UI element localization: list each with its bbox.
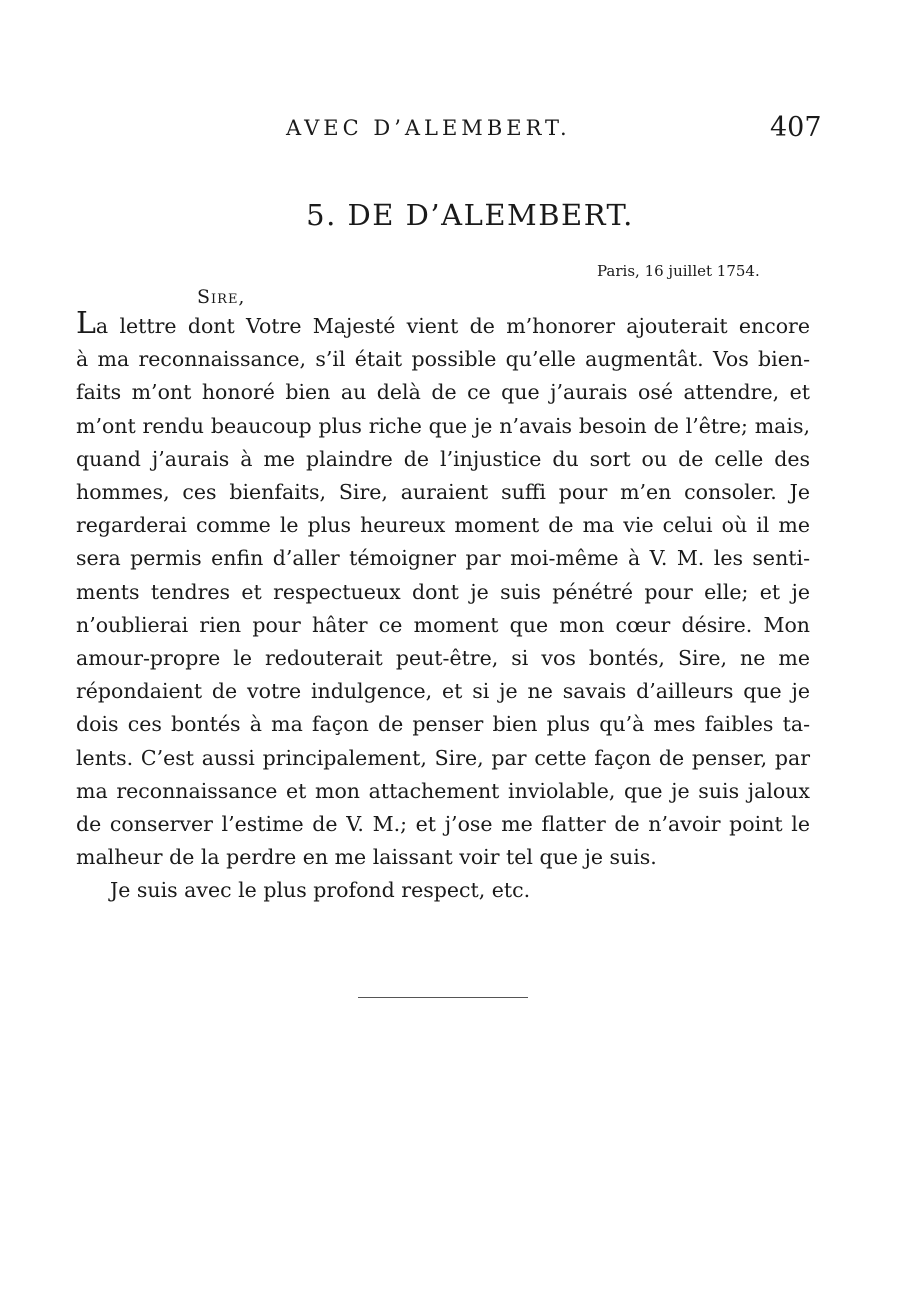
letter-heading: 5. DE D’ALEMBERT. xyxy=(306,198,634,232)
end-rule xyxy=(358,997,528,998)
body-line: de conserver l’estime de V. M.; et j’ose me flatter de n’avoir point le xyxy=(76,812,810,837)
body-line xyxy=(76,306,810,343)
body-line: ma reconnaissance et mon attachement inviolable, que je suis jaloux xyxy=(76,778,810,803)
body-line: dois ces bontés à ma façon de penser bien plus qu’à mes faibles ta- xyxy=(76,712,810,737)
body-line: amour-propre le redouterait peut-être, si vos bontés, Sire, ne me xyxy=(76,646,810,671)
body-line: à ma reconnaissance, s’il était possible qu’elle augmentât. Vos bien- xyxy=(76,347,810,372)
body-line: faits m’ont honoré bien au delà de ce que j’aurais osé attendre, et xyxy=(76,380,810,405)
letter-body xyxy=(76,306,810,908)
drop-initial: L xyxy=(76,306,96,341)
body-line: m’ont rendu beaucoup plus riche que je n’avais besoin de l’être; mais, xyxy=(76,413,810,438)
body-line: hommes, ces bienfaits, Sire, auraient suffi pour m’en consoler. Je xyxy=(76,480,810,505)
body-line: malheur de la perdre en me laissant voir tel que je suis. xyxy=(76,845,657,870)
body-line: n’oublierai rien pour hâter ce moment que mon cœur désire. Mon xyxy=(76,612,810,637)
page-number: 407 xyxy=(770,112,822,143)
body-line: sera permis enfin d’aller témoigner par moi-même à V. M. les senti- xyxy=(76,546,810,571)
body-line: répondaient de votre indulgence, et si je ne savais d’ailleurs que je xyxy=(76,679,810,704)
body-line: lents. C’est aussi principalement, Sire, par cette façon de penser, par xyxy=(76,745,810,770)
body-line: quand j’aurais à me plaindre de l’injustice du sort ou de celle des xyxy=(76,446,810,471)
body-line-text: a lettre dont Votre Majesté vient de m’honorer ajouterait encore xyxy=(95,314,810,338)
running-title: AVEC D’ALEMBERT. xyxy=(286,116,571,140)
dateline: Paris, 16 juillet 1754. xyxy=(597,262,760,280)
running-head xyxy=(0,112,900,146)
body-line: ments tendres et respectueux dont je suis pénétré pour elle; et je xyxy=(76,579,810,604)
closing-line: Je suis avec le plus profond respect, etc. xyxy=(110,878,531,903)
body-line: regarderai comme le plus heureux moment de ma vie celui où il me xyxy=(76,513,810,538)
salutation: Sire, xyxy=(197,286,246,308)
